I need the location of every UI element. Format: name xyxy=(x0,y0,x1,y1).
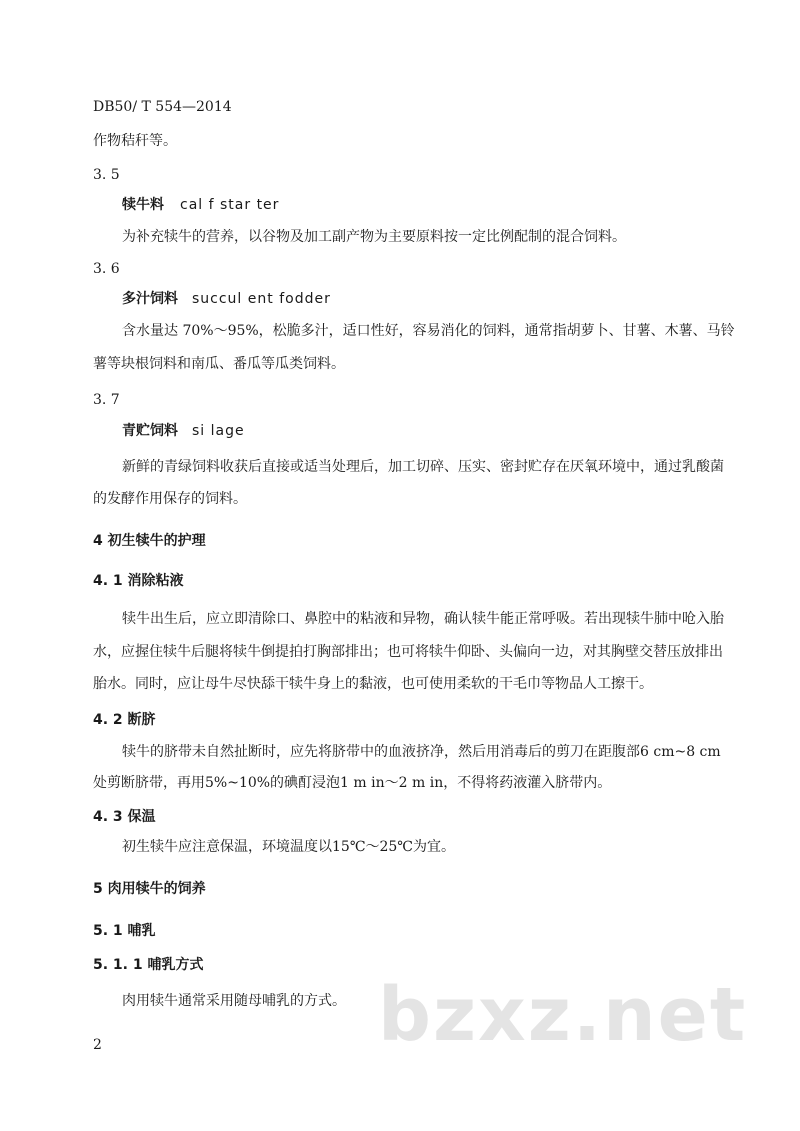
paragraph-line: 处剪断脐带，再用5%~10%的碘酊浸泡1 m in～2 m in，不得将药液灌入脐带内。 xyxy=(93,775,612,791)
paragraph-line: 新鲜的青绿饲料收获后直接或适当处理后，加工切碎、压实、密封贮存在厌氧环境中，通过乳酸菌 xyxy=(122,459,724,475)
paragraph-line: 初生犊牛应注意保温，环境温度以15℃～25℃为宜。 xyxy=(122,839,455,855)
clause-number: 3. 5 xyxy=(93,167,120,183)
paragraph-line: 犊牛出生后，应立即清除口、鼻腔中的粘液和异物，确认犊牛能正常呼吸。若出现犊牛肺中呛入胎 xyxy=(122,611,724,627)
term-english: si lage xyxy=(192,423,245,439)
subsection-heading: 5. 1. 1 哺乳方式 xyxy=(93,957,204,973)
paragraph-line: 肉用犊牛通常采用随母哺乳的方式。 xyxy=(122,993,346,1009)
term-name: 多汁饲料 xyxy=(122,291,178,307)
paragraph-line: 胎水。同时，应让母牛尽快舔干犊牛身上的黏液，也可使用柔软的干毛巾等物品人工擦干。 xyxy=(93,676,653,692)
clause-number: 3. 6 xyxy=(93,261,120,277)
paragraph-line: 犊牛的脐带未自然扯断时，应先将脐带中的血液挤净，然后用消毒后的剪刀在距腹部6 cm~8 cm xyxy=(122,744,721,760)
subsection-heading: 5. 1 哺乳 xyxy=(93,923,156,939)
paragraph-line: 薯等块根饲料和南瓜、番瓜等瓜类饲料。 xyxy=(93,356,345,372)
term-name: 犊牛料 xyxy=(122,197,164,213)
section-heading: 4 初生犊牛的护理 xyxy=(93,533,206,549)
subsection-heading: 4. 3 保温 xyxy=(93,809,156,825)
subsection-heading: 4. 1 消除粘液 xyxy=(93,573,184,589)
term-name: 青贮饲料 xyxy=(122,423,178,439)
clause-number: 3. 7 xyxy=(93,392,120,408)
term-english: cal f star ter xyxy=(180,197,280,213)
paragraph-line: 的发酵作用保存的饲料。 xyxy=(93,491,247,507)
paragraph-line: 为补充犊牛的营养，以谷物及加工副产物为主要原料按一定比例配制的混合饲料。 xyxy=(122,229,626,245)
section-heading: 5 肉用犊牛的饲养 xyxy=(93,881,206,897)
paragraph-line: 水，应握住犊牛后腿将犊牛倒提拍打胸部排出；也可将犊牛仰卧、头偏向一边，对其胸壁交替压放排出 xyxy=(93,644,723,660)
page-number: 2 xyxy=(93,1037,102,1053)
subsection-heading: 4. 2 断脐 xyxy=(93,712,156,728)
page-header: DB50/ T 554—2014 xyxy=(93,99,232,115)
term-english: succul ent fodder xyxy=(192,291,331,307)
paragraph-line: 含水量达 70%～95%，松脆多汁，适口性好，容易消化的饲料，通常指胡萝卜、甘薯、木薯、马铃 xyxy=(122,323,735,339)
paragraph-line: 作物秸秆等。 xyxy=(93,133,177,149)
watermark: bzxz.net xyxy=(378,972,748,1058)
